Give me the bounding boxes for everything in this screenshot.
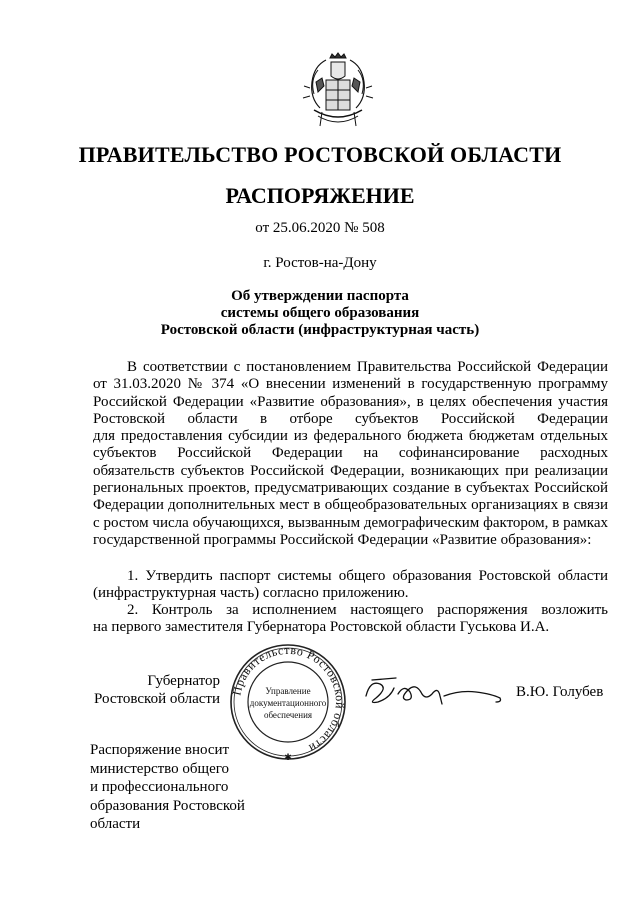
submitted-by-note (90, 741, 245, 834)
official-stamp-icon (228, 642, 348, 762)
document-date-number: от 25.06.2020 № 508 (255, 220, 385, 236)
subject-line: Ростовской области (инфраструктурная часть) (160, 322, 480, 338)
note-line: министерство общего (90, 760, 230, 777)
signatory-position (90, 672, 220, 708)
coat-of-arms-icon (300, 52, 376, 132)
preamble-line: от 31.03.2020 № 374 «О внесении изменений в государственную программу (93, 376, 608, 393)
item-2 (93, 602, 608, 637)
preamble-line: Российской Федерации «Развитие образования», в целях обеспечения участия (93, 393, 608, 410)
note-line: Распоряжение вносит (90, 742, 230, 758)
stamp-inner-line: документационного (249, 698, 327, 708)
preamble-line: субъектов Российской Федерации на софинансирование расходных (93, 445, 608, 462)
document-type: РАСПОРЯЖЕНИЕ (225, 183, 415, 208)
document-city: г. Ростов-на-Дону (263, 255, 377, 271)
preamble-line: Федерации дополнительных мест в общеобразовательных организациях в связи (93, 497, 608, 514)
stamp-inner-line: обеспечения (263, 710, 313, 720)
preamble-line: обязательств субъектов Российской Федерации, возникающих при реализации (93, 462, 608, 479)
note-line: области (90, 816, 141, 832)
item-1-line: 1. Утвердить паспорт системы общего образования Ростовской области (127, 568, 608, 584)
stamp-outer-text: Правительство Ростовской области (229, 642, 348, 756)
subject-line: Об утверждении паспорта (231, 288, 409, 304)
preamble-line: Ростовской области в отборе субъектов Российской Федерации (93, 410, 608, 427)
note-line: и профессионального (90, 779, 229, 795)
signatory-name: В.Ю. Голубев (516, 684, 604, 700)
position-line: Губернатор (147, 673, 220, 689)
preamble-line: для предоставления субсидии из федерального бюджета бюджетам отдельных (93, 428, 608, 445)
organization-title: ПРАВИТЕЛЬСТВО РОСТОВСКОЙ ОБЛАСТИ (78, 142, 562, 167)
svg-text:✱: ✱ (284, 752, 292, 762)
preamble-paragraph (93, 359, 608, 549)
subject-line: системы общего образования (220, 305, 420, 321)
item-2-line: на первого заместителя Губернатора Ростовской области Гуськова И.А. (93, 619, 550, 636)
item-1 (93, 568, 608, 603)
note-line: образования Ростовской (90, 797, 245, 814)
stamp-inner-line: Управление (265, 686, 311, 696)
preamble-line: В соответствии с постановлением Правительства Российской Федерации (127, 359, 608, 375)
preamble-line: государственной программы Российской Федерации «Развитие образования»: (93, 531, 592, 548)
preamble-line: региональных проектов, предусматривающих создание в субъектах Российской (93, 480, 608, 497)
position-line: Ростовской области (94, 691, 220, 707)
handwritten-signature-icon (360, 672, 505, 712)
item-2-line: 2. Контроль за исполнением настоящего распоряжения возложить (127, 602, 608, 618)
preamble-line: с ростом числа обучающихся, вызванным демографическим фактором, в рамках (93, 514, 608, 531)
document-subject (0, 288, 640, 339)
item-1-line: (инфраструктурная часть) согласно приложению. (93, 585, 409, 602)
